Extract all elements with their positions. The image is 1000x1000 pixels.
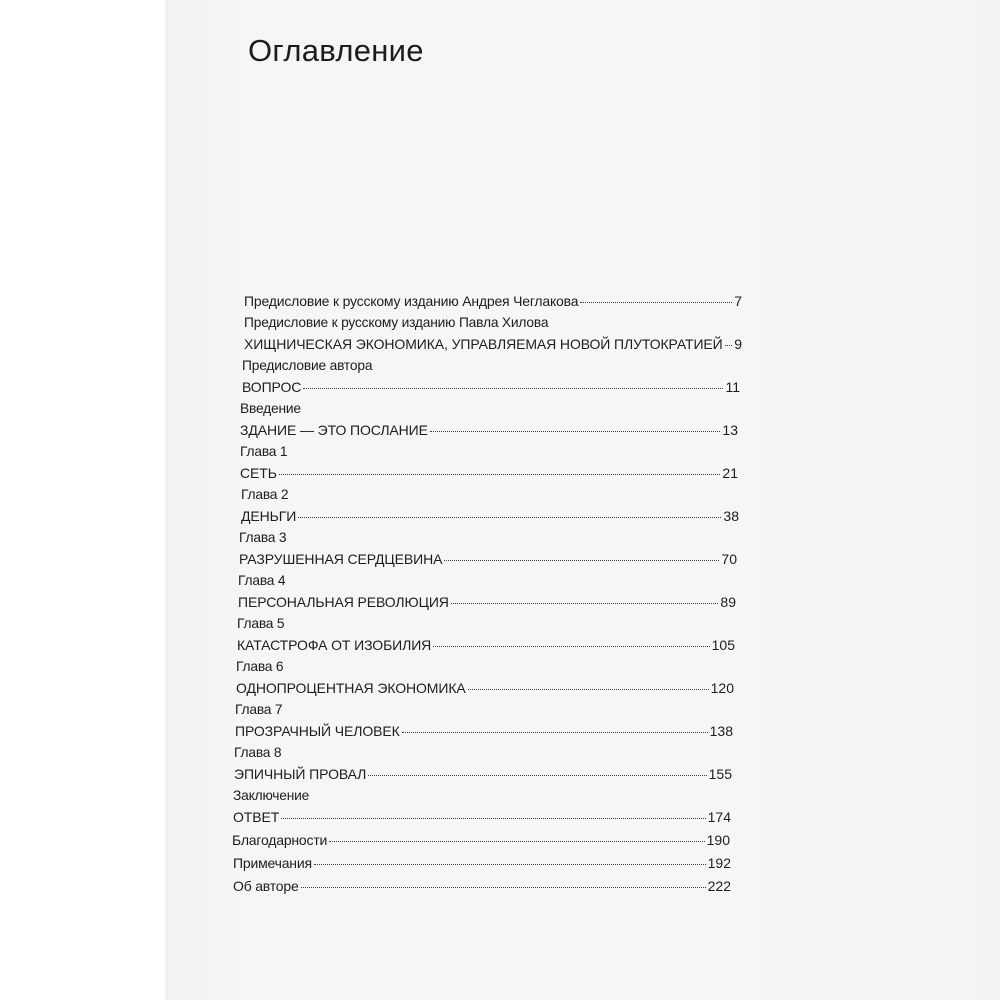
dot-leader [580,301,732,303]
toc-entry-heading-text: Предисловие к русскому изданию Павла Хилова [244,315,549,330]
toc-entry-heading-text: Глава 1 [240,444,288,459]
toc-entry-heading-text: Глава 5 [237,616,285,631]
toc-entry-title: ДЕНЬГИ [241,508,297,524]
toc-entry-title: РАЗРУШЕННАЯ СЕРДЦЕВИНА [239,551,443,567]
dot-leader [725,344,733,346]
toc-entry-heading [236,657,734,677]
toc-entry-heading [240,399,738,419]
dot-leader [368,774,706,776]
dot-leader [301,886,706,888]
toc-page-number: 9 [734,336,742,352]
toc-entry-title: ОДНОПРОЦЕНТНАЯ ЭКОНОМИКА [236,680,466,696]
toc-entry-line [242,376,740,399]
toc-page-number: 155 [708,766,732,782]
toc-entry [233,852,731,875]
dot-leader [303,387,723,389]
toc-entry [234,743,732,786]
toc-entry-line [233,806,731,829]
toc-entry [244,290,742,313]
toc-entry-line [240,419,738,442]
toc-entry-line [238,591,736,614]
toc-entry-title: ПЕРСОНАЛЬНАЯ РЕВОЛЮЦИЯ [238,594,449,610]
toc-entry-heading-text: Предисловие автора [242,358,373,373]
toc-entry-heading [237,614,735,634]
toc-entry-heading [234,743,732,763]
toc-entry-heading-text: Глава 7 [235,702,283,717]
toc-page-number: 174 [707,809,731,825]
toc-entry-title: Примечания [233,855,312,871]
dot-leader [468,688,709,690]
toc-entry-line [233,852,731,875]
toc-entry-title: ЭПИЧНЫЙ ПРОВАЛ [234,766,367,782]
dot-leader [314,863,706,865]
toc-entry-title: Благодарности [232,832,328,848]
toc-page-number: 138 [709,723,733,739]
toc-entry-heading [238,571,736,591]
toc-entry-title: ОТВЕТ [233,809,280,825]
toc-entry-heading-text: Глава 2 [241,487,289,502]
toc-entry-line [233,875,731,898]
toc-page-number: 89 [720,594,736,610]
toc-entry-heading-text: Глава 8 [234,745,282,760]
toc-entry [244,313,742,356]
toc-entry-line [244,333,742,356]
toc-entry-heading-text: Введение [240,401,301,416]
toc-entry-line [239,548,737,571]
toc-entry-title: Об авторе [233,878,299,894]
toc-entry-heading [235,700,733,720]
toc-page-number: 120 [710,680,734,696]
toc-page-number: 105 [711,637,735,653]
dot-leader [402,731,708,733]
toc-entry-line [240,462,738,485]
toc-entry [232,829,730,852]
toc-entry-heading-text: Глава 3 [239,530,287,545]
toc-page-number: 21 [722,465,738,481]
toc-page-number: 222 [707,878,731,894]
toc-page-number: 7 [734,293,742,309]
toc-entry-heading-text: Глава 6 [236,659,284,674]
toc-entry [240,442,738,485]
dot-leader [430,430,721,432]
toc-entry [239,528,737,571]
toc-entry-line [244,290,742,313]
toc-entry-line [232,829,730,852]
toc-page-number: 190 [706,832,730,848]
toc-entry [235,700,733,743]
toc-entry-line [234,763,732,786]
toc-entry-heading [239,528,737,548]
toc-entry-title: ПРОЗРАЧНЫЙ ЧЕЛОВЕК [235,723,400,739]
dot-leader [451,602,719,604]
toc-entry-title: ЗДАНИЕ — ЭТО ПОСЛАНИЕ [240,422,428,438]
toc-entry [236,657,734,700]
dot-leader [279,473,721,475]
toc-entry [237,614,735,657]
toc-page-number: 38 [723,508,739,524]
toc-page-number: 192 [707,855,731,871]
toc-entry-title: СЕТЬ [240,465,277,481]
toc-entry [238,571,736,614]
dot-leader [329,840,704,842]
toc-page-number: 70 [721,551,737,567]
toc-entry-heading [241,485,739,505]
toc-entry [242,356,740,399]
toc-page-number: 11 [725,379,740,395]
toc-entry-heading-text: Заключение [233,788,310,803]
toc-entry-line [236,677,734,700]
dot-leader [444,559,719,561]
toc-entry-line [237,634,735,657]
toc-entry [233,875,731,898]
toc-entry-line [241,505,739,528]
table-of-contents [234,290,740,898]
toc-entry-heading [233,786,731,806]
toc-entry-line [235,720,733,743]
toc-entry-title: ВОПРОС [242,379,302,395]
toc-entry-heading-text: Глава 4 [238,573,286,588]
toc-entry-title: КАТАСТРОФА ОТ ИЗОБИЛИЯ [237,637,432,653]
toc-entry-title: ХИЩНИЧЕСКАЯ ЭКОНОМИКА, УПРАВЛЯЕМАЯ НОВОЙ ПЛУТОКРАТИЕЙ [244,336,723,352]
toc-entry-heading [244,313,742,333]
toc-entry-title: Предисловие к русскому изданию Андрея Чеглакова [244,293,579,309]
dot-leader [281,817,705,819]
toc-entry [240,399,738,442]
toc-page-number: 13 [722,422,738,438]
dot-leader [433,645,709,647]
toc-entry-heading [242,356,740,376]
page-title: Оглавление [248,33,424,68]
toc-entry [241,485,739,528]
toc-entry-heading [240,442,738,462]
dot-leader [298,516,721,518]
toc-entry [233,786,731,829]
